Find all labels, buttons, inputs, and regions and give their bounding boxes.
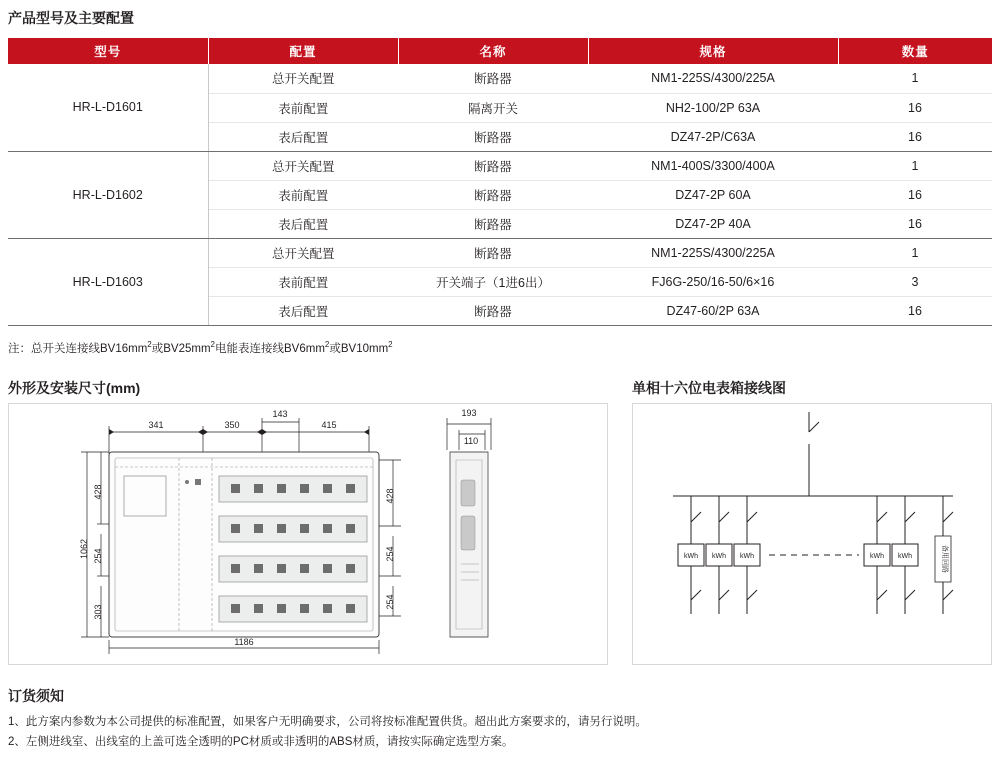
section-title-order: 订货须知 <box>8 688 64 704</box>
meter-symbols <box>678 544 918 566</box>
cell-name: 断路器 <box>398 151 588 180</box>
meter-label: kWh <box>740 553 754 560</box>
cell-spec: DZ47-60/2P 63A <box>588 296 838 325</box>
meter-label: kWh <box>898 553 912 560</box>
cell-name: 断路器 <box>398 238 588 267</box>
cell-model: HR-L-D1601 <box>8 64 208 151</box>
footnote-mid-2: 电能表连接线BV6mm <box>215 343 325 355</box>
cell-qty: 16 <box>838 122 992 151</box>
dim-label-303: 303 <box>93 604 103 620</box>
footnote-prefix: 注：总开关连接线BV16mm <box>8 343 148 355</box>
order-note-2: 2、左侧进线室、出线室的上盖可选全透明的PC材质或非透明的ABS材质，请按实际确定选型方案。 <box>8 736 514 748</box>
cell-qty: 3 <box>838 267 992 296</box>
dim-label-428-right: 428 <box>385 488 395 504</box>
dim-label-143: 143 <box>272 409 288 419</box>
order-note-1: 1、此方案内参数为本公司提供的标准配置，如果客户无明确要求，公司将按标准配置供货。超出此方案要求的，请另行说明。 <box>8 716 647 728</box>
dim-label-341: 341 <box>148 420 164 430</box>
column-header-config: 配置 <box>208 38 398 64</box>
cell-config: 表后配置 <box>208 209 398 238</box>
cell-name: 断路器 <box>398 209 588 238</box>
footnote-sup-2: 2 <box>210 340 215 350</box>
cell-name: 开关端子（1进6出） <box>398 267 588 296</box>
cell-qty: 16 <box>838 209 992 238</box>
footnote-sup-1: 2 <box>147 340 152 350</box>
cell-spec: NM1-400S/3300/400A <box>588 151 838 180</box>
dim-label-1186: 1186 <box>234 637 254 647</box>
cell-spec: DZ47-2P 40A <box>588 209 838 238</box>
footnote-sup-4: 2 <box>388 340 393 350</box>
dim-label-193: 193 <box>461 408 477 418</box>
page-title-products: 产品型号及主要配置 <box>8 10 134 26</box>
cell-spec: DZ47-2P/C63A <box>588 122 838 151</box>
wiring-diagram-panel <box>632 403 992 665</box>
table-row <box>8 238 992 267</box>
dimension-drawing-panel <box>8 403 608 665</box>
table-body <box>8 64 992 325</box>
footnote-sup-3: 2 <box>324 340 330 350</box>
table-header-row <box>8 38 992 64</box>
cell-qty: 1 <box>838 238 992 267</box>
cell-qty: 1 <box>838 64 992 93</box>
cell-name: 断路器 <box>398 296 588 325</box>
cell-qty: 16 <box>838 93 992 122</box>
dim-label-254-left: 254 <box>93 548 103 564</box>
table-header <box>8 38 992 64</box>
section-title-dimensions: 外形及安装尺寸(mm) <box>8 380 141 396</box>
dimension-drawing <box>9 404 607 664</box>
column-header-qty: 数量 <box>838 38 992 64</box>
spare-circuit-label: 备用回路 <box>941 545 948 573</box>
cell-spec: NH2-100/2P 63A <box>588 93 838 122</box>
cell-config: 表前配置 <box>208 267 398 296</box>
cell-name: 断路器 <box>398 180 588 209</box>
section-title-wiring: 单相十六位电表箱接线图 <box>632 380 786 396</box>
column-header-model: 型号 <box>8 38 208 64</box>
column-header-name: 名称 <box>398 38 588 64</box>
cell-config: 表后配置 <box>208 296 398 325</box>
dim-label-428-left: 428 <box>93 484 103 500</box>
dim-label-110: 110 <box>463 436 479 446</box>
cell-config: 总开关配置 <box>208 238 398 267</box>
cell-config: 表前配置 <box>208 93 398 122</box>
meter-label: kWh <box>684 553 698 560</box>
dim-label-350: 350 <box>224 420 240 430</box>
product-spec-table <box>8 38 992 326</box>
cell-spec: FJ6G-250/16-50/6×16 <box>588 267 838 296</box>
meter-label: kWh <box>870 553 884 560</box>
cell-name: 隔离开关 <box>398 93 588 122</box>
cell-spec: DZ47-2P 60A <box>588 180 838 209</box>
table-row <box>8 151 992 180</box>
cell-qty: 1 <box>838 151 992 180</box>
dim-label-1062: 1062 <box>79 538 89 560</box>
cell-spec: NM1-225S/4300/225A <box>588 64 838 93</box>
cell-config: 表前配置 <box>208 180 398 209</box>
cell-qty: 16 <box>838 180 992 209</box>
dim-label-415: 415 <box>321 420 337 430</box>
meter-label: kWh <box>712 553 726 560</box>
cell-spec: NM1-225S/4300/225A <box>588 238 838 267</box>
wiring-diagram <box>633 404 991 664</box>
column-header-spec: 规格 <box>588 38 838 64</box>
table-footnote <box>8 340 393 356</box>
cell-config: 总开关配置 <box>208 151 398 180</box>
footnote-mid-3: 或BV10mm <box>329 343 389 355</box>
cell-model: HR-L-D1602 <box>8 151 208 238</box>
cell-model: HR-L-D1603 <box>8 238 208 325</box>
cell-config: 表后配置 <box>208 122 398 151</box>
cell-name: 断路器 <box>398 64 588 93</box>
table-row <box>8 64 992 93</box>
dim-label-254-r1: 254 <box>385 546 395 562</box>
dim-label-254-r2: 254 <box>385 594 395 610</box>
cell-name: 断路器 <box>398 122 588 151</box>
footnote-mid-1: 或BV25mm <box>151 343 211 355</box>
cell-config: 总开关配置 <box>208 64 398 93</box>
cell-qty: 16 <box>838 296 992 325</box>
